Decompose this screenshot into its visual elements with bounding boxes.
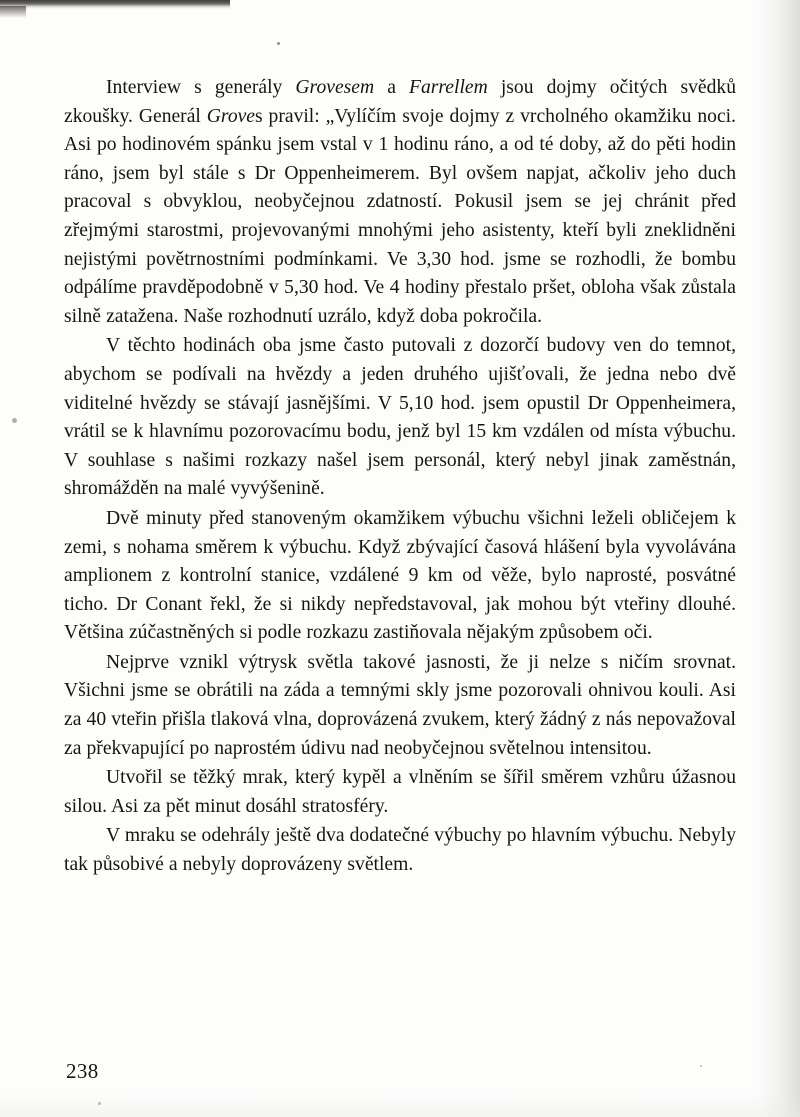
scan-speck [12, 418, 17, 423]
page-number: 238 [66, 1059, 99, 1083]
paragraph: V těchto hodinách oba jsme často putovali z dozorčí budovy ven do temnot, abychom se podívali na hvězdy a jeden druhého ujišťovali, že jedna nebo dvě viditelné hvězdy se stávají jasnějšími. V 5,10 hod. jsem opustil Dr Oppenheimera, vrátil se k hlavnímu pozorovacímu bodu, jenž byl 15 km vzdálen od místa výbuchu. V souhlase s našimi rozkazy našel jsem personál, který nebyl jinak zaměstnán, shromážděn na malé vyvýšenině. [64, 335, 736, 500]
scan-artifact-top-edge [0, 0, 230, 9]
paragraph: Dvě minuty před stanoveným okamžikem výbuchu všichni leželi obličejem k zemi, s nohama směrem k výbuchu. Když zbývající časová hlášení byla vyvolávána amplionem z kontrolní stanice, vzdálené 9 km od věže, bylo naprosté, posvátné ticho. Dr Conant řekl, že si nikdy nepředstavoval, jak mohou být vteřiny dlouhé. Většina zúčastněných si podle rozkazu zastiňovala nějakým způsobem oči. [64, 507, 736, 644]
body-text-block [64, 74, 736, 880]
page-edge-shadow-right [756, 0, 800, 1117]
paragraph: V mraku se odehrály ještě dva dodatečné výbuchy po hlavním výbuchu. Nebyly tak působivé a nebyly doprovázeny světlem. [64, 825, 736, 876]
paragraph: Nejprve vznikl výtrysk světla takové jasnosti, že ji nelze s ničím srovnat. Všichni jsme se obrátili na záda a temnými skly jsme pozorovali ohnivou kouli. Asi za 40 vteřin přišla tlaková vlna, doprovázená zvukem, který žádný z nás nepovažoval za překvapující po naprostém údivu nad neobyčejnou světelnou intensitou. [64, 651, 736, 759]
page-edge-shadow-bottom [0, 1091, 800, 1117]
paragraph: Interview s generály Grovesem a Farrellem jsou dojmy očitých svědků zkoušky. Generál Groves pravil: „Vylíčím svoje dojmy z vrcholného okamžiku noci. Asi po hodinovém spánku jsem vstal v 1 hodinu ráno, a od té doby, až do pěti hodin ráno, jsem byl stále s Dr Oppenheimerem. Byl ovšem napjat, ačkoliv jeho duch pracoval s obvyklou, neobyčejnou zdatností. Pokusil jsem se jej chránit před zřejmými starostmi, projevovanými mnohými jeho asistenty, kteří byli zneklidněni nejistými povětrnostními podmínkami. Ve 3,30 hod. jsme se rozhodli, že bombu odpálíme pravděpodobně v 5,30 hod. Ve 4 hodiny přestalo pršet, obloha však zůstala silně zatažena. Naše rozhodnutí uzrálo, když doba pokročila. [64, 77, 736, 327]
paragraph: Utvořil se těžký mrak, který kypěl a vlněním se šířil směrem vzhůru úžasnou silou. Asi za pět minut dosáhl stratosféry. [64, 767, 736, 817]
scan-speck [700, 1065, 702, 1067]
scan-artifact-corner [0, 6, 26, 18]
scan-speck [277, 42, 280, 45]
scan-speck [98, 1102, 101, 1105]
